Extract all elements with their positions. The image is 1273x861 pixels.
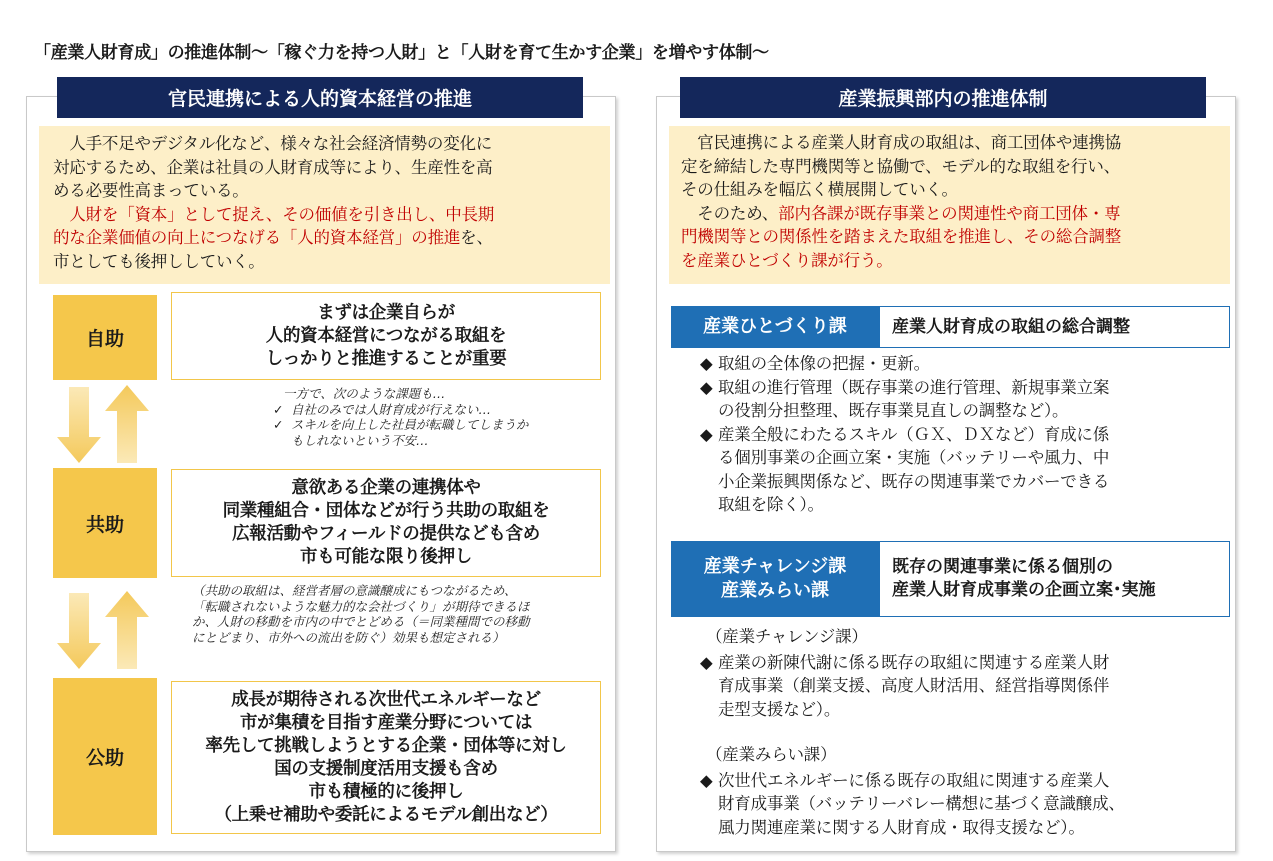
list-item-line: 財育成事業（バッテリーバレー構想に基づく意識醸成、 <box>718 794 1125 813</box>
kyojo-line: 市も可能な限り後押し <box>300 547 472 567</box>
list-item <box>700 769 1125 840</box>
intro-line: を、 <box>460 228 493 247</box>
list-item <box>700 651 1125 722</box>
kyojo-label: 共助 <box>53 468 157 578</box>
kyojo-box <box>171 469 601 577</box>
challenge-desc-line: 産業人財育成事業の企画立案･実施 <box>892 580 1156 600</box>
note-line: スキルを向上した社員が転職してしまうか <box>291 417 529 432</box>
check-icon: ✓ <box>273 401 284 417</box>
kojo-line: 市も積極的に後押し <box>308 781 464 802</box>
intro-line: める必要性高まっている。 <box>53 181 249 200</box>
kojo-line: 成長が期待される次世代エネルギーなど <box>231 689 541 710</box>
sub-heading: （産業チャレンジ課） <box>706 627 868 646</box>
hitodukuri-list <box>700 352 1109 517</box>
intro-line: そのため、 <box>681 203 779 223</box>
down-arrow-icon <box>57 593 101 669</box>
note-line: 「転職されないような魅力的な会社づくり」が期待できるほ <box>192 598 530 614</box>
page-title: 「産業人財育成」の推進体制～「稼ぐ力を持つ人財」と「人財を育て生かす企業」を増やす体制～ <box>34 43 769 63</box>
kojo-line: 市が集積を目指す産業分野については <box>239 712 533 733</box>
list-item <box>700 376 1109 423</box>
jijo-label: 自助 <box>53 295 157 380</box>
list-item-line: 取組を除く）。 <box>718 495 824 514</box>
diamond-bullet-icon: ◆ <box>700 652 713 672</box>
intro-line: 官民連携による産業人財育成の取組は、商工団体や連携協 <box>681 133 1122 152</box>
list-item <box>700 352 1109 376</box>
list-item-line: 産業の新陳代謝に係る既存の取組に関連する産業人財 <box>718 652 1110 672</box>
list-item-line: 走型支援など）。 <box>718 699 841 719</box>
jijo-line: 人的資本経営につながる取組を <box>265 325 507 346</box>
up-arrow-icon <box>105 591 149 669</box>
note-line: か、人財の移動を市内の中でとどめる（＝同業種間での移動 <box>192 614 530 629</box>
kojo-box <box>171 681 601 834</box>
diamond-bullet-icon: ◆ <box>700 424 713 444</box>
challenge-label-line: 産業チャレンジ課 <box>703 556 847 577</box>
list-item <box>700 423 1109 517</box>
diamond-bullet-icon: ◆ <box>700 354 713 373</box>
kyojo-note <box>192 583 530 645</box>
intro-line: 人手不足やデジタル化など、様々な社会経済情勢の変化に <box>53 134 493 153</box>
kyojo-line: 広報活動やフィールドの提供なども含め <box>232 524 540 544</box>
left-intro-box <box>39 126 610 284</box>
kojo-line: 率先して挑戦しようとする企業・団体等に対し <box>205 735 567 756</box>
jijo-box <box>171 292 601 380</box>
check-icon: ✓ <box>273 417 284 432</box>
note-line: にとどまり、市外への流出を防ぐ）効果も想定される） <box>192 629 505 645</box>
intro-line: その仕組みを幅広く横展開していく。 <box>681 180 958 199</box>
diamond-bullet-icon: ◆ <box>700 377 713 397</box>
note-line: もしれないという不安… <box>291 432 429 448</box>
list-item-line: の役割分担整理、既存事業見直しの調整など）。 <box>718 401 1069 420</box>
intro-line: 定を締結した専門機関等と協働で、モデル的な取組を行い、 <box>681 156 1120 176</box>
sub-heading: （産業みらい課） <box>706 745 837 764</box>
hitodukuri-section-label: 産業ひとづくり課 <box>671 306 879 348</box>
kojo-line: （上乗せ補助や委託によるモデル創出など） <box>214 804 558 825</box>
challenge-list <box>700 625 1125 839</box>
challenge-desc-line: 既存の関連事業に係る個別の <box>892 557 1113 577</box>
intro-highlight: を産業ひとづくり課が行う。 <box>681 250 893 270</box>
list-item-line: 取組の全体像の把握・更新。 <box>718 354 930 373</box>
down-arrow-icon <box>57 387 101 463</box>
note-line: 自社のみでは人財育成が行えない… <box>291 401 492 417</box>
list-item-line: 産業全般にわたるスキル（ＧＸ、ＤＸなど）育成に係 <box>718 424 1110 444</box>
challenge-note <box>273 386 529 448</box>
right-panel-header: 産業振興部内の推進体制 <box>680 77 1206 118</box>
hitodukuri-section-desc: 産業人財育成の取組の総合調整 <box>879 306 1230 348</box>
challenge-section-label <box>671 541 879 617</box>
challenge-section-desc <box>879 541 1230 617</box>
diamond-bullet-icon: ◆ <box>700 770 713 790</box>
right-intro-box <box>669 126 1230 284</box>
list-item-line: 次世代エネルギーに係る既存の取組に関連する産業人 <box>718 770 1110 790</box>
double-arrow-icon <box>53 585 153 675</box>
jijo-line: しっかりと推進することが重要 <box>265 348 507 369</box>
list-item-line: 育成事業（創業支援、高度人財活用、経営指導関係伴 <box>718 676 1110 695</box>
list-item-line: る個別事業の企画立案・実施（バッテリーや風力、中 <box>718 448 1110 467</box>
list-item-line: 風力関連産業に関する人財育成・取得支援など）。 <box>718 817 1085 837</box>
kyojo-line: 意欲ある企業の連携体や <box>291 478 481 498</box>
intro-line: 市としても後押ししていく。 <box>53 251 265 271</box>
jijo-line: まずは企業自らが <box>317 302 455 323</box>
list-item-line: 小企業振興関係など、既存の関連事業でカバーできる <box>718 471 1110 491</box>
intro-highlight: 人財を「資本」として捉え、その価値を引き出し、中長期 <box>53 204 495 224</box>
kojo-line: 国の支援制度活用支援も含め <box>274 758 498 779</box>
intro-line: 対応するため、企業は社員の人財育成等により、生産性を高 <box>53 157 493 177</box>
note-line: 一方で、次のような課題も… <box>283 386 446 401</box>
up-arrow-icon <box>105 385 149 463</box>
list-item-line: 取組の進行管理（既存事業の進行管理、新規事業立案 <box>718 377 1110 397</box>
left-panel-header: 官民連携による人的資本経営の推進 <box>57 77 583 118</box>
kyojo-line: 同業種組合・団体などが行う共助の取組を <box>222 501 550 521</box>
intro-highlight: 門機関等との関係性を踏まえた取組を推進し、その総合調整 <box>681 227 1122 246</box>
intro-highlight: 的な企業価値の向上につなげる「人的資本経営」の推進 <box>53 228 461 247</box>
challenge-label-line: 産業みらい課 <box>721 580 829 601</box>
intro-highlight: 部内各課が既存事業との関連性や商工団体・専 <box>778 203 1121 223</box>
double-arrow-icon <box>53 379 153 469</box>
kojo-label: 公助 <box>53 678 157 835</box>
note-line: （共助の取組は、経営者層の意識醸成にもつながるため、 <box>192 583 517 598</box>
